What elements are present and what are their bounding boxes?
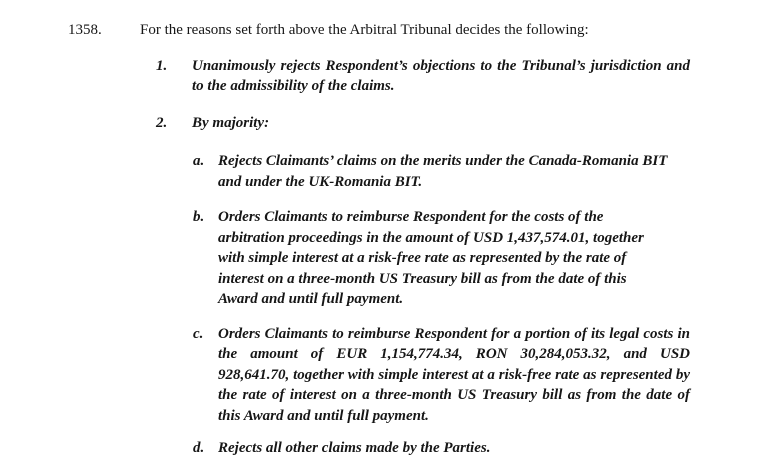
- decision-subitem-b-letter: b.: [193, 209, 205, 225]
- decision-subitem-c-text: Orders Claimants to reimburse Respondent for a portion of its legal costs in the amount of EUR 1,154,774.34, RON 30,284,053.32, and USD 928,641.70, together with simple interest at a risk-free rate as represented by the rate of interest on a three-month US Treasury bill as from the date of this Award and until full payment.: [218, 325, 690, 424]
- decision-subitem-d: [0, 438, 768, 459]
- decision-item-1-text: Unanimously rejects Respondent’s objections to the Tribunal’s jurisdiction and to the admissibility of the claims.: [192, 57, 690, 94]
- paragraph-1358: [0, 0, 768, 41]
- decision-subitem-b-text: Orders Claimants to reimburse Respondent for the costs of the arbitration proceedings in the amount of USD 1,437,574.01, together with simple interest at a risk-free rate as represented by the rate of interest on a three-month US Treasury bill as from the date of this Award and until full payment.: [218, 209, 644, 307]
- decision-item-1: [0, 56, 768, 97]
- decision-subitem-d-letter: d.: [193, 440, 205, 456]
- decision-subitem-c: [0, 324, 768, 427]
- decision-subitem-c-letter: c.: [193, 325, 204, 342]
- decision-item-2-text: By majority:: [192, 114, 270, 131]
- decision-subitem-a-text: Rejects Claimants’ claims on the merits under the Canada-Romania BIT and under the UK-Romania BIT.: [218, 153, 668, 190]
- decision-subitem-b: [0, 207, 768, 310]
- decision-item-1-number: 1.: [156, 57, 168, 74]
- decision-subitem-a: [0, 151, 768, 192]
- decision-subitem-a-letter: a.: [193, 153, 205, 169]
- decision-subitem-d-text: Rejects all other claims made by the Parties.: [218, 440, 491, 456]
- paragraph-intro-text: For the reasons set forth above the Arbitral Tribunal decides the following:: [140, 22, 589, 38]
- decision-item-2-number: 2.: [156, 114, 168, 131]
- paragraph-number: 1358.: [68, 22, 102, 38]
- decision-item-2: [0, 113, 768, 134]
